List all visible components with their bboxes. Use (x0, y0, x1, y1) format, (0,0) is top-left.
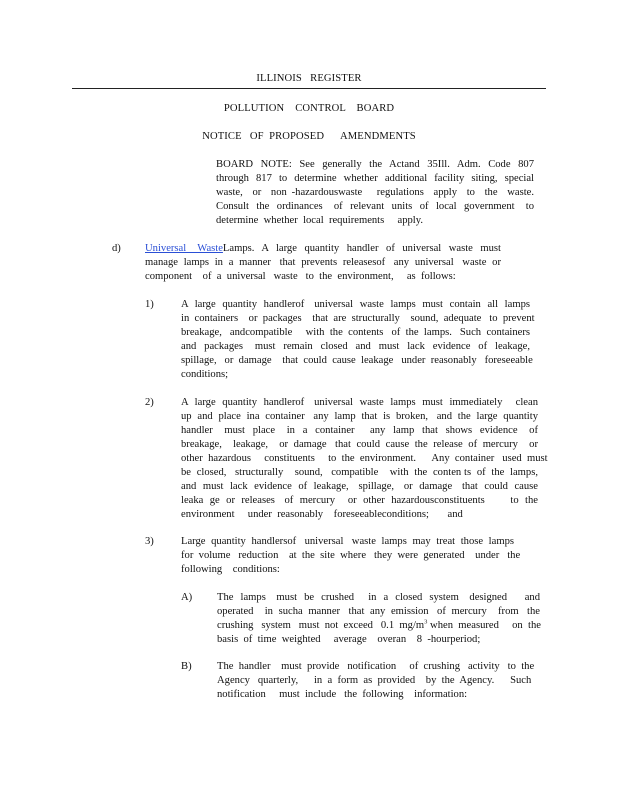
item-2-label: 2) (145, 397, 154, 408)
item-line: be closed, structurally sound, compatible with the conten ts of the lamps, (181, 467, 538, 478)
item-2-text (181, 396, 548, 522)
board-note-line: BOARD NOTE: See generally the Actand 35Ill. Adm. Code 807 (216, 159, 534, 170)
register-title: ILLINOIS REGISTER (256, 73, 362, 84)
subitem-line: basis of time weighted average overan 8 -hourperiod; (217, 634, 481, 645)
section-d-line: component of a universal waste to the environment, as follows: (145, 271, 456, 282)
item-3-label: 3) (145, 536, 154, 547)
item-line: up and place ina container any lamp that is broken, and the large quantity (181, 411, 538, 422)
universal-waste-link[interactable]: Universal Waste (145, 243, 223, 254)
item-line: conditions; (181, 369, 229, 380)
section-d-text (145, 242, 501, 284)
superscript-3: 3 (424, 618, 428, 626)
section-d-first-line-rest: Lamps. A large quantity handler of universal waste must (222, 243, 501, 254)
item-line: breakage, andcompatible with the contents of the lamps. Such containers (181, 327, 530, 338)
subitem-b-text (217, 660, 535, 702)
subitem-a-text (217, 591, 540, 647)
board-note (216, 158, 534, 228)
item-line: for volume reduction at the site where they were generated under the (181, 550, 521, 561)
item-line: Large quantity handlersof universal waste lamps may treat those lamps (181, 536, 514, 547)
item-3-text (181, 535, 521, 577)
item-line: handler must place in a container any lamp that shows evidence of (181, 425, 538, 436)
subitem-line: Agency quarterly, in a form as provided by the Agency. Such (217, 675, 532, 686)
item-line: other hazardous constituents to the environment. Any container used must (181, 453, 548, 464)
notice-title: NOTICE OF PROPOSED AMENDMENTS (202, 131, 416, 142)
header-divider (72, 88, 546, 89)
board-note-line: determine whether local requirements apply. (216, 215, 423, 226)
section-d-first-line (145, 242, 501, 256)
item-1-text (181, 298, 535, 382)
section-d-label: d) (112, 243, 121, 254)
section-d-line: manage lamps in a manner that prevents releasesof any universal waste or (145, 257, 501, 268)
item-line: A large quantity handlerof universal waste lamps must immediately clean (181, 397, 538, 408)
item-line: and packages must remain closed and must lack evidence of leakage, (181, 341, 530, 352)
subitem-line-with-superscript (217, 619, 540, 633)
item-line: leaka ge or releases of mercury or other hazardousconstituents to the (181, 495, 538, 506)
item-line: A large quantity handlerof universal waste lamps must contain all lamps (181, 299, 530, 310)
board-note-line: waste, or non -hazardouswaste regulations apply to the waste. (216, 187, 534, 198)
item-line: in containers or packages that are structurally sound, adequate to prevent (181, 313, 535, 324)
item-1-label: 1) (145, 299, 154, 310)
item-line: spillage, or damage that could cause leakage under reasonably foreseeable (181, 355, 533, 366)
item-line: breakage, leakage, or damage that could cause the release of mercury or (181, 439, 538, 450)
item-line: following conditions: (181, 564, 280, 575)
board-note-line: through 817 to determine whether additional facility siting, special (216, 173, 534, 184)
subitem-line: notification must include the following information: (217, 689, 468, 700)
subitem-b-label: B) (181, 661, 192, 672)
subitem-a-label: A) (181, 592, 193, 603)
subitem-line: The handler must provide notification of crushing activity to the (217, 661, 535, 672)
subitem-line-part: crushing system must not exceed 0.1 mg/m (217, 620, 425, 631)
item-line: and must lack evidence of leakage, spillage, or damage that could cause (181, 481, 538, 492)
subitem-line: The lamps must be crushed in a closed system designed and (217, 592, 540, 603)
board-note-line: Consult the ordinances of relevant units of local government to (216, 201, 534, 212)
board-title: POLLUTION CONTROL BOARD (223, 103, 395, 114)
subitem-line-part: when measured on the (427, 620, 541, 631)
subitem-line: operated in sucha manner that any emission of mercury from the (217, 606, 540, 617)
item-line: environment under reasonably foreseeableconditions; and (181, 509, 463, 520)
